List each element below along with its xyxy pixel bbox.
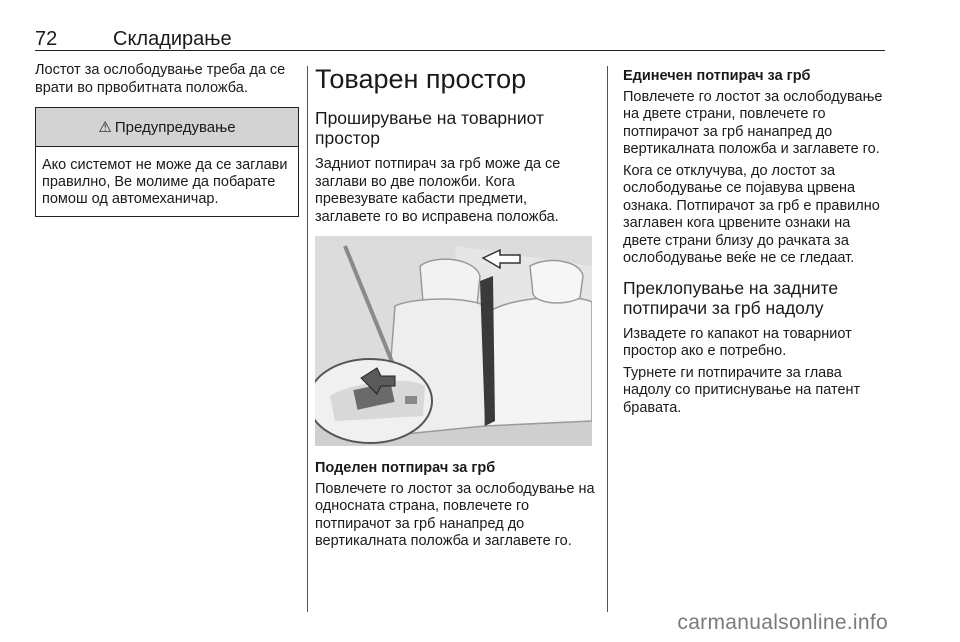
column-right bbox=[623, 62, 885, 421]
warning-title: Предупредување bbox=[114, 118, 236, 136]
rear-seat-backrest-illustration bbox=[315, 236, 592, 446]
warning-triangle-icon: ⚠ bbox=[98, 119, 112, 136]
paragraph: Извадете го капакот на товарниот простор ако е потребно. bbox=[623, 325, 852, 359]
page-header bbox=[35, 28, 885, 51]
subsection-heading: Поделен потпирач за грб bbox=[315, 460, 496, 476]
paragraph: Кога се отклучува, до лостот за ослободување се појавува црвена ознака. Потпирачот за грб е правилно заглавен кога црвените ознаки на двете страни близу до рачката за ослободување веќе не се гледаат. bbox=[623, 162, 880, 266]
column-middle bbox=[315, 62, 595, 555]
warning-header bbox=[36, 108, 298, 147]
subsection-title: Проширување на товарниот простор bbox=[315, 108, 544, 148]
watermark: carmanualsonline.info bbox=[677, 611, 888, 634]
column-left bbox=[35, 62, 300, 217]
paragraph: Турнете ги потпирачите за глава надолу со притиснување на патент бравата. bbox=[623, 364, 861, 416]
figure-svg bbox=[315, 236, 592, 446]
subsection-title: Преклопување на задните потпирачи за грб надолу bbox=[623, 277, 839, 318]
intro-paragraph: Лостот за ослободување треба да се врати во првобитната положба. bbox=[35, 62, 286, 96]
paragraph: Повлечете го лостот за ослободување на односната страна, повлечете го потпирачот за грб нанапред до вертикалната положба и заглавете го. bbox=[315, 480, 595, 549]
warning-text: Ако системот не може да се заглави правилно, Ве молиме да побарате помош од автомеханичар. bbox=[42, 157, 288, 207]
warning-box bbox=[35, 107, 299, 217]
column-divider bbox=[307, 66, 308, 612]
page-number: 72 bbox=[35, 28, 58, 50]
section-title: Товарен простор bbox=[315, 64, 527, 94]
chapter-title: Складирање bbox=[113, 28, 232, 50]
paragraph: Повлечете го лостот за ослободување на двете страни, повлечете го потпирачот за грб нанапред до вертикалната положба и заглавете го. bbox=[623, 88, 883, 157]
subsection-heading: Единечен потпирач за грб bbox=[623, 68, 811, 84]
paragraph: Задниот потпирач за грб може да се заглави во две положби. Кога превезувате кабасти предмети, заглавете го во исправена положба. bbox=[315, 156, 561, 225]
column-divider bbox=[607, 66, 608, 612]
